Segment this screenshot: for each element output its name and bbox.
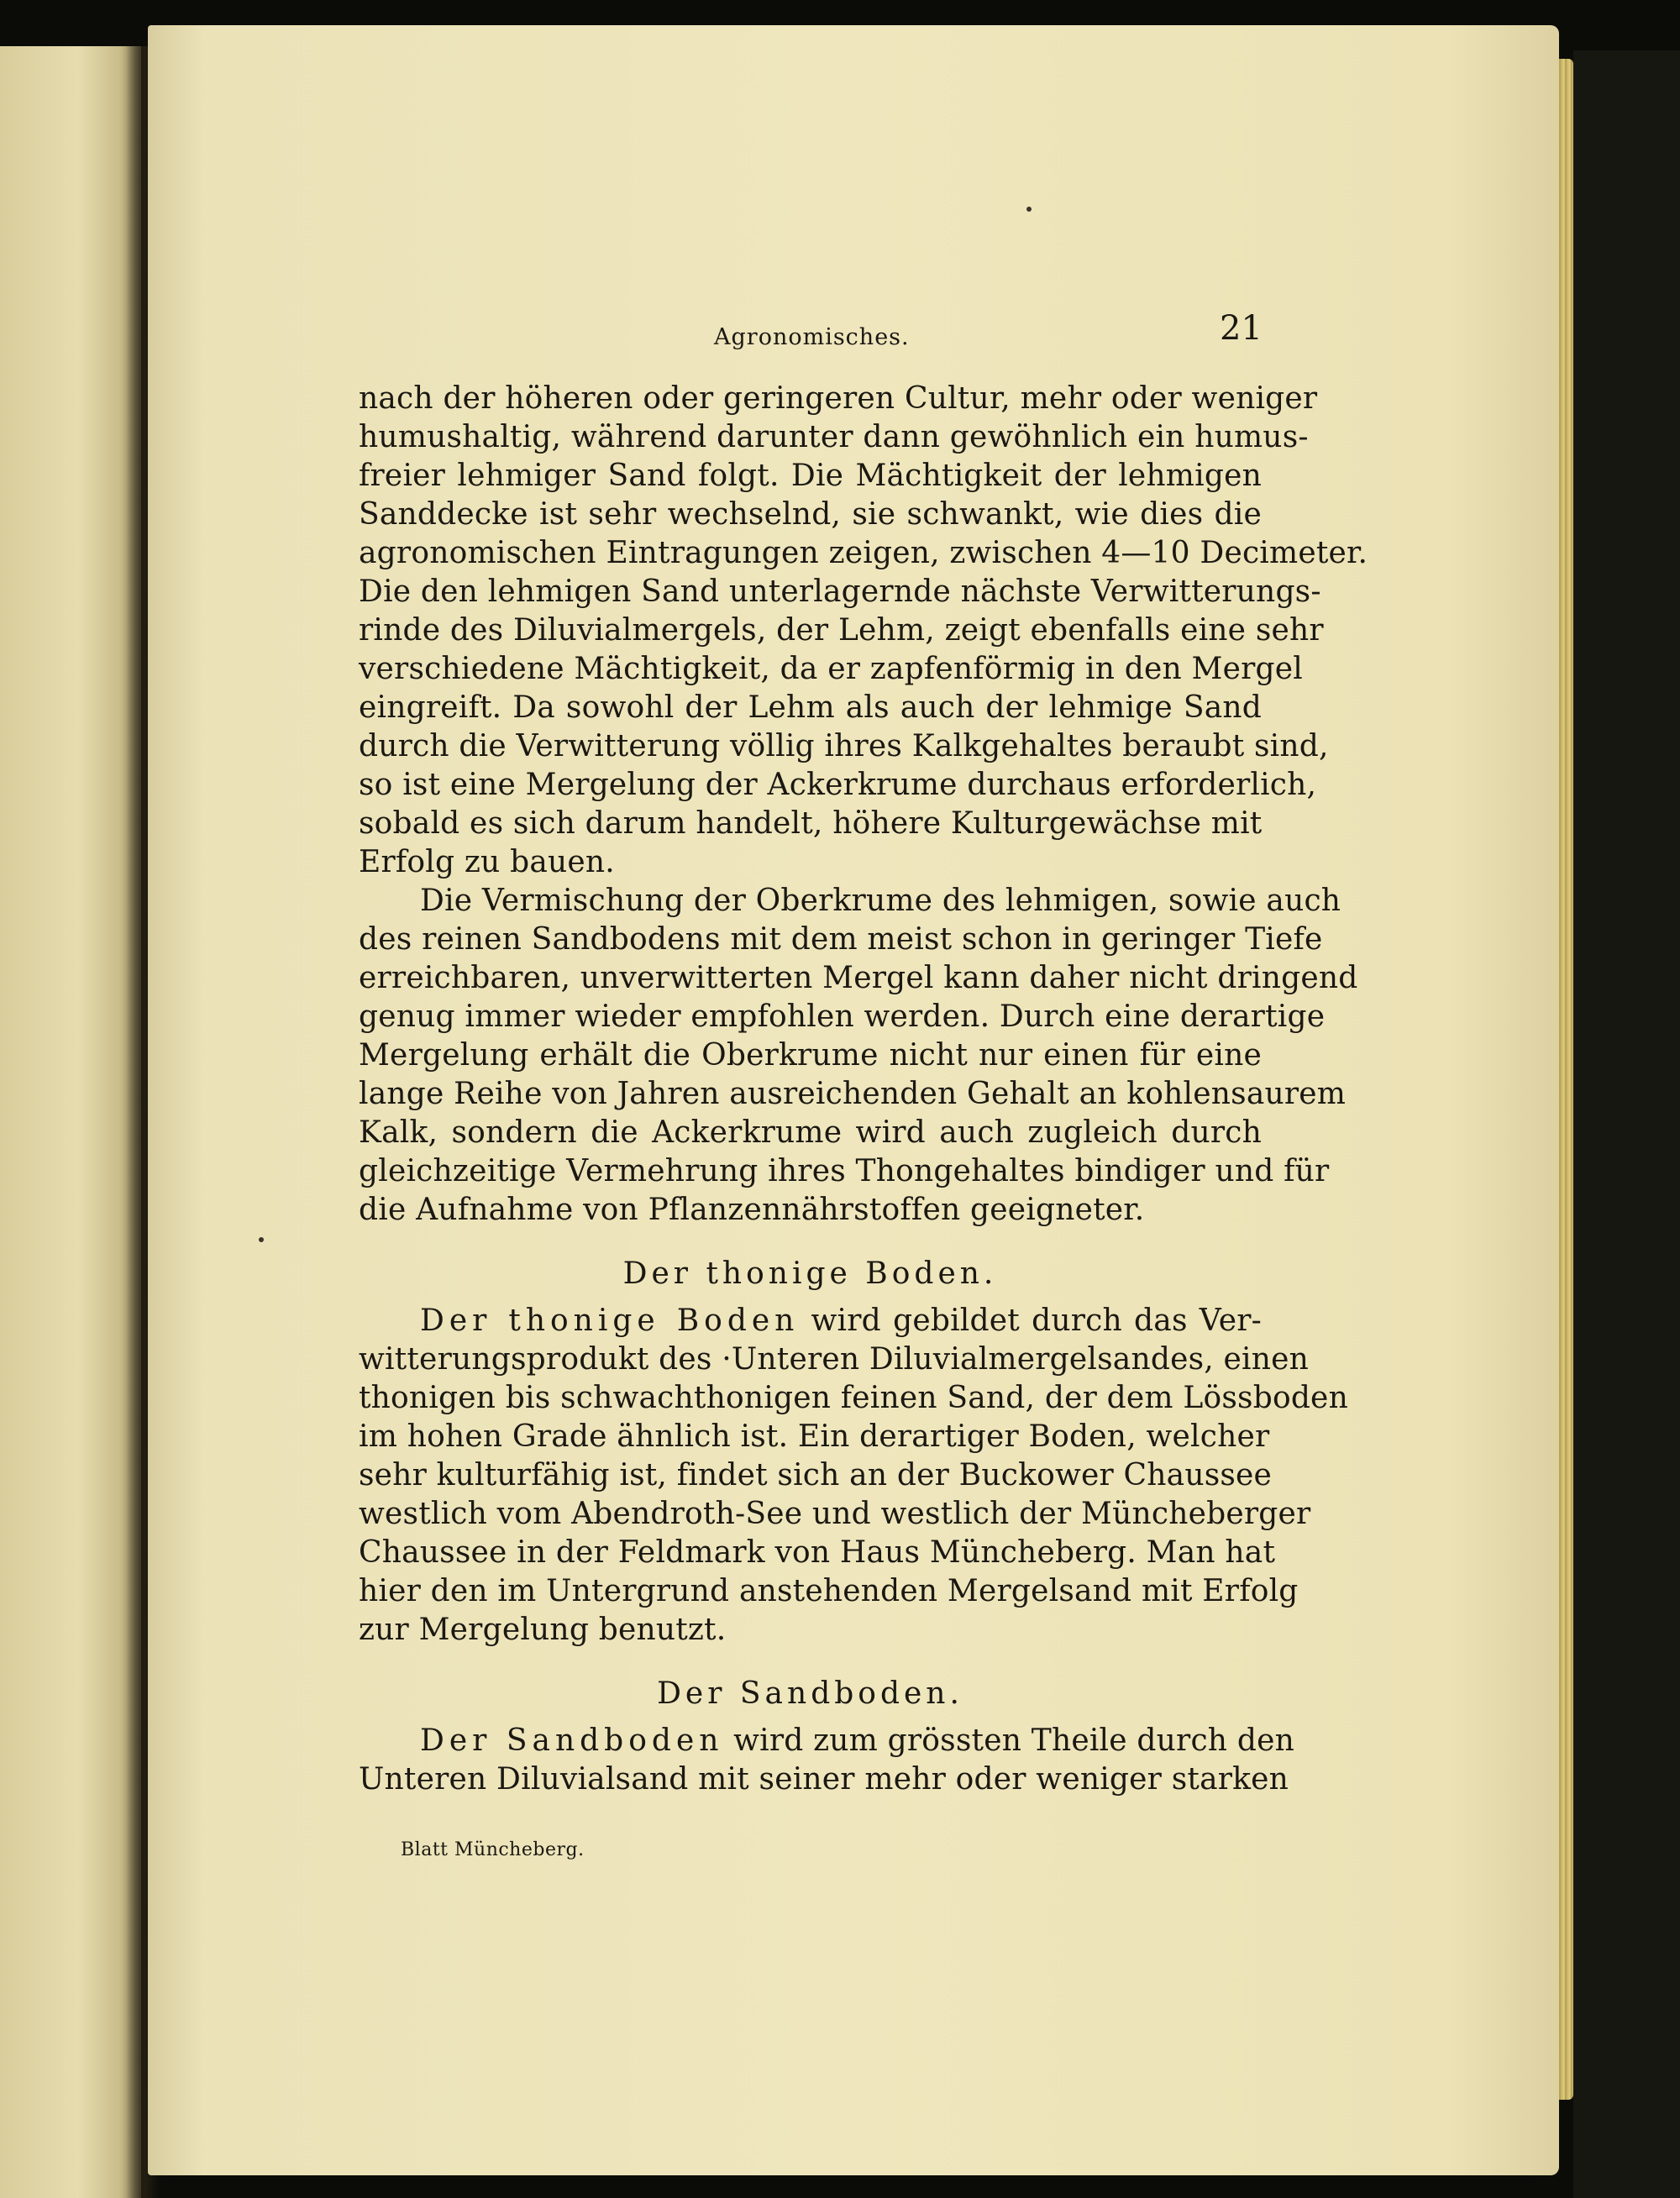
running-head: Agronomisches. (714, 324, 910, 350)
paragraph (359, 380, 1368, 882)
text-line (359, 1302, 1262, 1340)
text-line: nach der höheren oder geringeren Cultur, mehr oder weniger (359, 381, 1318, 416)
text-line: Unteren Diluvialsand mit seiner mehr oder weniger starken (359, 1762, 1289, 1797)
text-line: hier den im Untergrund anstehenden Mergelsand mit Erfolg (359, 1574, 1299, 1608)
text-line: durch die Verwitterung völlig ihres Kalkgehaltes beraubt sind, (359, 729, 1329, 763)
page-number: 21 (1220, 309, 1263, 348)
text-line: thonigen bis schwachthonigen feinen Sand, der dem Lössboden (359, 1381, 1348, 1415)
paragraph (359, 1722, 1294, 1799)
left-facing-page-edge (0, 46, 141, 2198)
text-line: Erfolg zu bauen. (359, 845, 615, 879)
paragraph (359, 882, 1358, 1230)
text-line: lange Reihe von Jahren ausreichenden Gehalt an kohlensaurem (359, 1077, 1347, 1111)
text-line: verschiedene Mächtigkeit, da er zapfenförmig in den Mergel (359, 652, 1303, 686)
text-line: genug immer wieder empfohlen werden. Durch eine derartige (359, 999, 1326, 1034)
text-line: witterungsprodukt des ·Unteren Diluvialmergelsandes, einen (359, 1342, 1310, 1377)
section-heading: Der thonige Boden. (622, 1256, 998, 1291)
body-text (359, 380, 1368, 1799)
text-line: sehr kulturfähig ist, findet sich an der Buckower Chaussee (359, 1458, 1273, 1492)
spaced-term: Der Sandboden (420, 1723, 724, 1758)
text-line: erreichbaren, unverwitterten Mergel kann daher nicht dringend (359, 961, 1358, 995)
paragraph (359, 1302, 1348, 1650)
text-line: Die den lehmigen Sand unterlagernde nächste Verwitterungs- (359, 574, 1321, 609)
text-line: freier lehmiger Sand folgt. Die Mächtigkeit der lehmigen (359, 459, 1262, 493)
text-line: Sanddecke ist sehr wechselnd, sie schwankt, wie dies die (359, 497, 1262, 532)
text-line: rinde des Diluvialmergels, der Lehm, zeigt ebenfalls eine sehr (359, 613, 1324, 648)
speck-mark (1026, 207, 1032, 212)
text-line: zur Mergelung benutzt. (359, 1613, 727, 1647)
text-line: so ist eine Mergelung der Ackerkrume durchaus erforderlich, (359, 768, 1317, 802)
signature-footer: Blatt Müncheberg. (401, 1839, 585, 1860)
text-line: westlich vom Abendroth-See und westlich der Müncheberger (359, 1497, 1311, 1531)
text-line: agronomischen Eintragungen zeigen, zwischen 4—10 Decimeter. (359, 536, 1368, 570)
spaced-term: Der thonige Boden (420, 1304, 800, 1338)
speck-mark (259, 1237, 264, 1242)
text-line: des reinen Sandbodens mit dem meist schon in geringer Tiefe (359, 922, 1323, 957)
text-line: Die Vermischung der Oberkrume des lehmigen, sowie auch (420, 884, 1341, 918)
text-line: humushaltig, während darunter dann gewöhnlich ein humus- (359, 420, 1309, 454)
section-heading: Der Sandboden. (657, 1676, 963, 1711)
text-line: gleichzeitige Vermehrung ihres Thongehaltes bindiger und für (359, 1154, 1330, 1188)
text-line: sobald es sich darum handelt, höhere Kulturgewächse mit (359, 806, 1263, 841)
text-line: im hohen Grade ähnlich ist. Ein derartiger Boden, welcher (359, 1419, 1270, 1454)
text-line (359, 1722, 1294, 1760)
text-line: die Aufnahme von Pflanzennährstoffen geeigneter. (359, 1193, 1145, 1227)
line-continuation: wird zum grössten Theile durch den (733, 1723, 1294, 1758)
text-line: eingreift. Da sowohl der Lehm als auch der lehmige Sand (359, 690, 1262, 725)
text-line: Mergelung erhält die Oberkrume nicht nur einen für eine (359, 1038, 1262, 1073)
book-cover-binding (1573, 50, 1680, 2198)
text-line: Kalk, sondern die Ackerkrume wird auch zugleich durch (359, 1115, 1262, 1150)
text-line: Chaussee in der Feldmark von Haus Müncheberg. Man hat (359, 1535, 1276, 1570)
line-continuation: wird gebildet durch das Ver- (811, 1304, 1262, 1338)
